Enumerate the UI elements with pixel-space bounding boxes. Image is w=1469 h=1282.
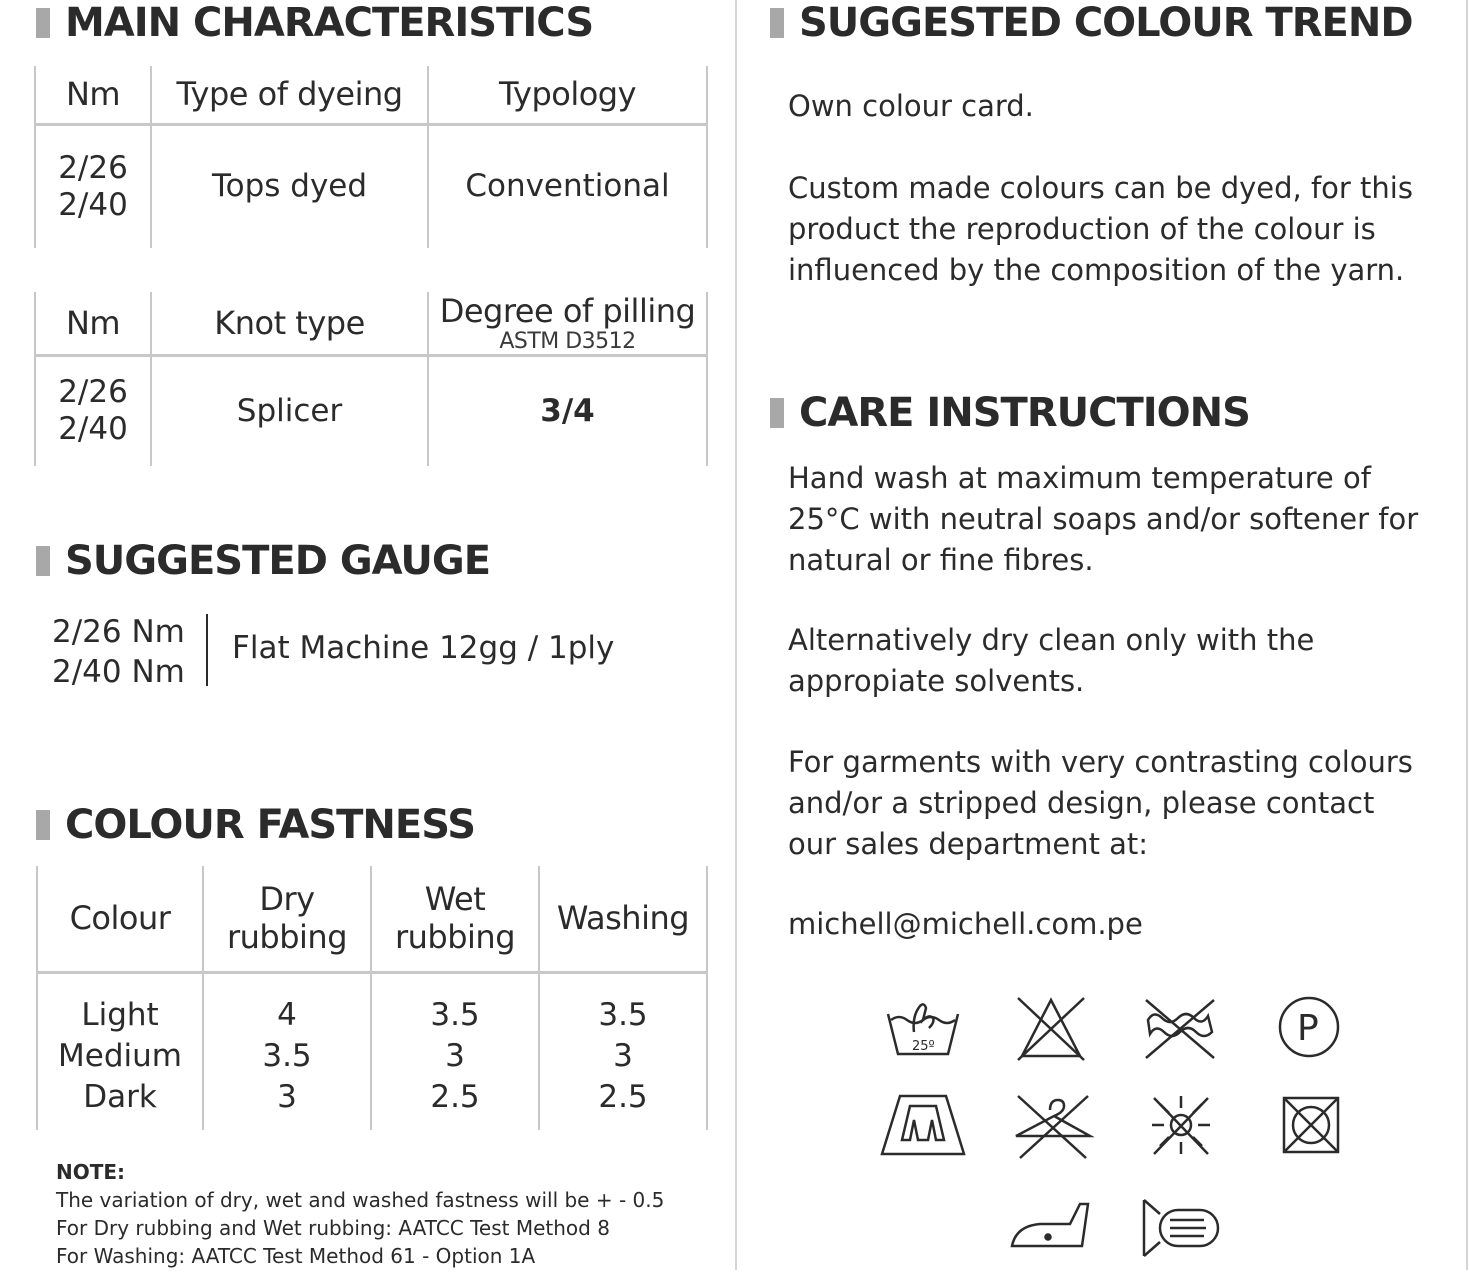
- note-line: For Dry rubbing and Wet rubbing: AATCC Test Method 8: [56, 1216, 610, 1240]
- care-instructions-title: CARE INSTRUCTIONS: [770, 390, 1250, 436]
- colour-trend-own-card: Own colour card.: [788, 89, 1034, 123]
- colour-fastness-title: COLOUR FASTNESS: [36, 802, 475, 848]
- iron-low-icon: [1006, 1192, 1096, 1262]
- title-bar-marker: [770, 8, 784, 38]
- header-colour: Colour: [37, 866, 203, 972]
- header-nm: Nm: [35, 66, 151, 124]
- column-divider: [735, 0, 737, 1270]
- typology-value: Conventional: [428, 124, 707, 248]
- do-not-tumble-dry-icon: [1266, 1090, 1356, 1160]
- knot-table: [34, 292, 708, 466]
- svg-text:25º: 25º: [912, 1039, 935, 1054]
- note-line: The variation of dry, wet and washed fastness will be + - 0.5: [56, 1188, 665, 1212]
- dry-in-shade-icon: [1134, 1192, 1224, 1262]
- header-dry-rubbing: Dry rubbing: [203, 866, 371, 972]
- colour-trend-title: SUGGESTED COLOUR TREND: [770, 0, 1413, 46]
- washing-values: 3.5 3 2.5: [539, 972, 707, 1130]
- nm-values: 2/26 2/40: [35, 356, 151, 466]
- gauge-counts: 2/26 Nm 2/40 Nm: [52, 614, 185, 690]
- note-line: For Washing: AATCC Test Method 61 - Option 1A: [56, 1244, 536, 1268]
- title-bar-marker: [36, 810, 50, 840]
- dyeing-table: [34, 66, 708, 248]
- main-characteristics-title: MAIN CHARACTERISTICS: [36, 0, 593, 46]
- care-contrast: For garments with very contrasting colours and/or a stripped design, please contact our sales department at:: [788, 745, 1413, 861]
- header-knot-type: Knot type: [151, 292, 428, 356]
- contact-email[interactable]: michell@michell.com.pe: [788, 907, 1143, 941]
- right-edge-line: [1466, 0, 1468, 1270]
- care-dry-clean: Alternatively dry clean only with the appropiate solvents.: [788, 623, 1315, 698]
- header-washing: Washing: [539, 866, 707, 972]
- note-label: NOTE:: [56, 1160, 126, 1184]
- do-not-bleach-icon: [1006, 992, 1096, 1062]
- fastness-note: [56, 1158, 664, 1270]
- nm-values: 2/26 2/40: [35, 124, 151, 248]
- colour-fastness-table: [36, 866, 708, 1130]
- knot-value: Splicer: [151, 356, 428, 466]
- dry-rubbing-values: 4 3.5 3: [203, 972, 371, 1130]
- gauge-divider: [206, 614, 208, 686]
- colour-values: Light Medium Dark: [37, 972, 203, 1130]
- gauge-machine: Flat Machine 12gg / 1ply: [232, 630, 615, 666]
- pilling-value: 3/4: [428, 356, 707, 466]
- header-nm: Nm: [35, 292, 151, 356]
- suggested-gauge-title: SUGGESTED GAUGE: [36, 538, 490, 584]
- title-bar-marker: [770, 398, 784, 428]
- dyeing-value: Tops dyed: [151, 124, 428, 248]
- dry-clean-p-icon: [1264, 992, 1354, 1062]
- dry-flat-icon: [878, 1090, 968, 1160]
- colour-trend-custom: Custom made colours can be dyed, for this product the reproduction of the colour is influenced by the composition of the yarn.: [788, 171, 1413, 287]
- header-typology: Typology: [428, 66, 707, 124]
- header-type-of-dyeing: Type of dyeing: [151, 66, 428, 124]
- title-bar-marker: [36, 546, 50, 576]
- svg-text:P: P: [1297, 1008, 1319, 1049]
- title-bar-marker: [36, 8, 50, 38]
- do-not-hang-dry-icon: [1008, 1090, 1098, 1160]
- care-hand-wash: Hand wash at maximum temperature of 25°C with neutral soaps and/or softener for natural or fine fibres.: [788, 461, 1419, 577]
- astm-label: ASTM D3512: [499, 329, 636, 354]
- do-not-wring-icon: [1134, 992, 1224, 1062]
- hand-wash-25-icon: [878, 992, 968, 1062]
- wet-rubbing-values: 3.5 3 2.5: [371, 972, 539, 1130]
- header-degree-of-pilling: Degree of pilling ASTM D3512: [428, 292, 707, 356]
- header-wet-rubbing: Wet rubbing: [371, 866, 539, 972]
- do-not-dry-in-sun-icon: [1136, 1090, 1226, 1160]
